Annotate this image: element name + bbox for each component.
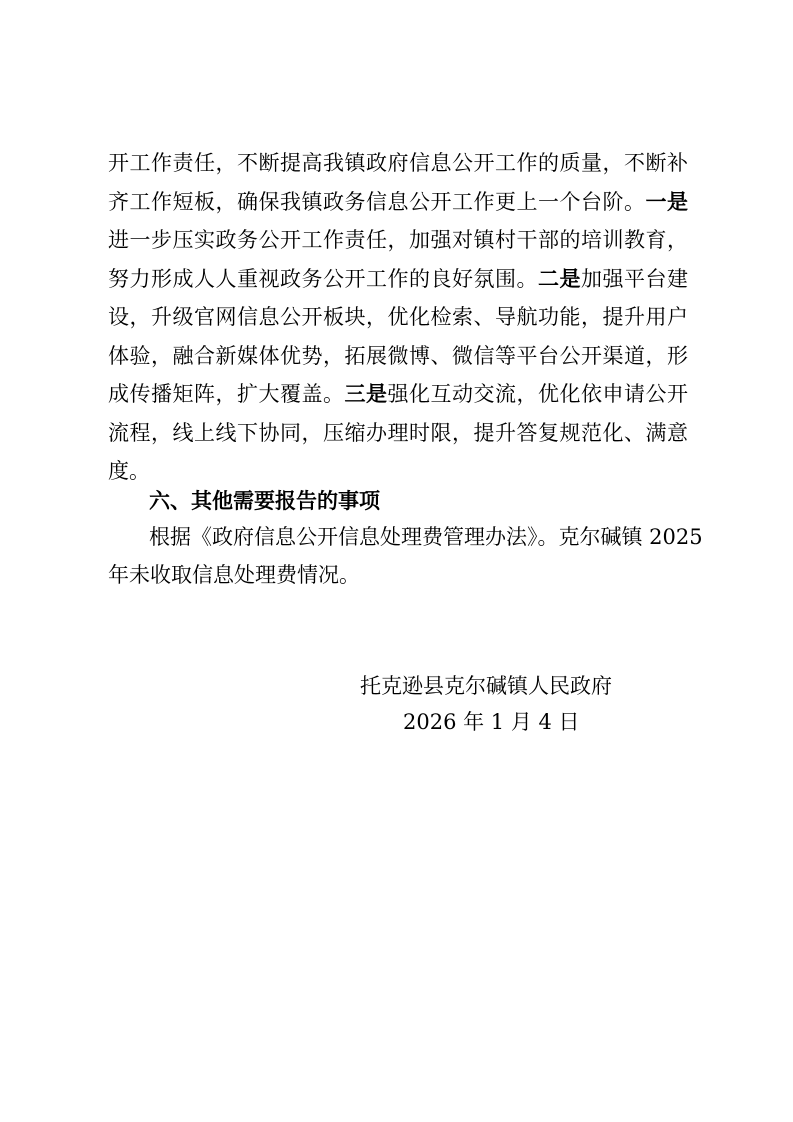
line-text: 强化互动交流，优化依申请公开 xyxy=(387,382,688,406)
text-line xyxy=(108,184,688,220)
line-text: 根据《政府信息公开信息处理费管理办法》。克尔碱镇 2025 xyxy=(149,525,703,549)
emphasis-text: 三是 xyxy=(344,381,388,406)
text-line xyxy=(149,519,703,555)
signature-date: 2026 年 1 月 4 日 xyxy=(403,710,580,734)
text-line xyxy=(108,299,688,335)
section-heading: 六、其他需要报告的事项 xyxy=(149,489,380,513)
text-line xyxy=(108,222,688,258)
line-text: 年未收取信息处理费情况。 xyxy=(108,563,360,587)
text-line xyxy=(108,376,688,412)
line-text: 体验，融合新媒体优势，拓展微博、微信等平台公开渠道，形 xyxy=(108,343,688,368)
text-line xyxy=(108,415,688,451)
line-text: 开工作责任，不断提高我镇政府信息公开工作的质量，不断补 xyxy=(108,151,688,175)
line-text: 加强平台建 xyxy=(581,266,688,291)
line-text: 进一步压实政务公开工作责任，加强对镇村干部的培训教育， xyxy=(108,228,688,252)
signature-organization: 托克逊县克尔碱镇人民政府 xyxy=(360,674,612,698)
text-line xyxy=(108,557,688,593)
emphasis-text: 一是 xyxy=(645,188,688,214)
text-line xyxy=(108,338,688,374)
emphasis-text: 二是 xyxy=(538,265,581,291)
line-text: 设，升级官网信息公开板块，优化检索、导航功能，提升用户 xyxy=(108,305,688,329)
text-line xyxy=(108,145,688,181)
line-text: 度。 xyxy=(108,459,150,483)
line-text: 成传播矩阵，扩大覆盖。 xyxy=(108,382,345,406)
line-text: 流程，线上线下协同，压缩办理时限，提升答复规范化、满意 xyxy=(108,420,688,445)
line-text: 努力形成人人重视政务公开工作的良好氛围。 xyxy=(108,266,538,291)
line-text: 齐工作短板，确保我镇政务信息公开工作更上一个台阶。 xyxy=(108,189,646,214)
text-line xyxy=(108,261,688,297)
